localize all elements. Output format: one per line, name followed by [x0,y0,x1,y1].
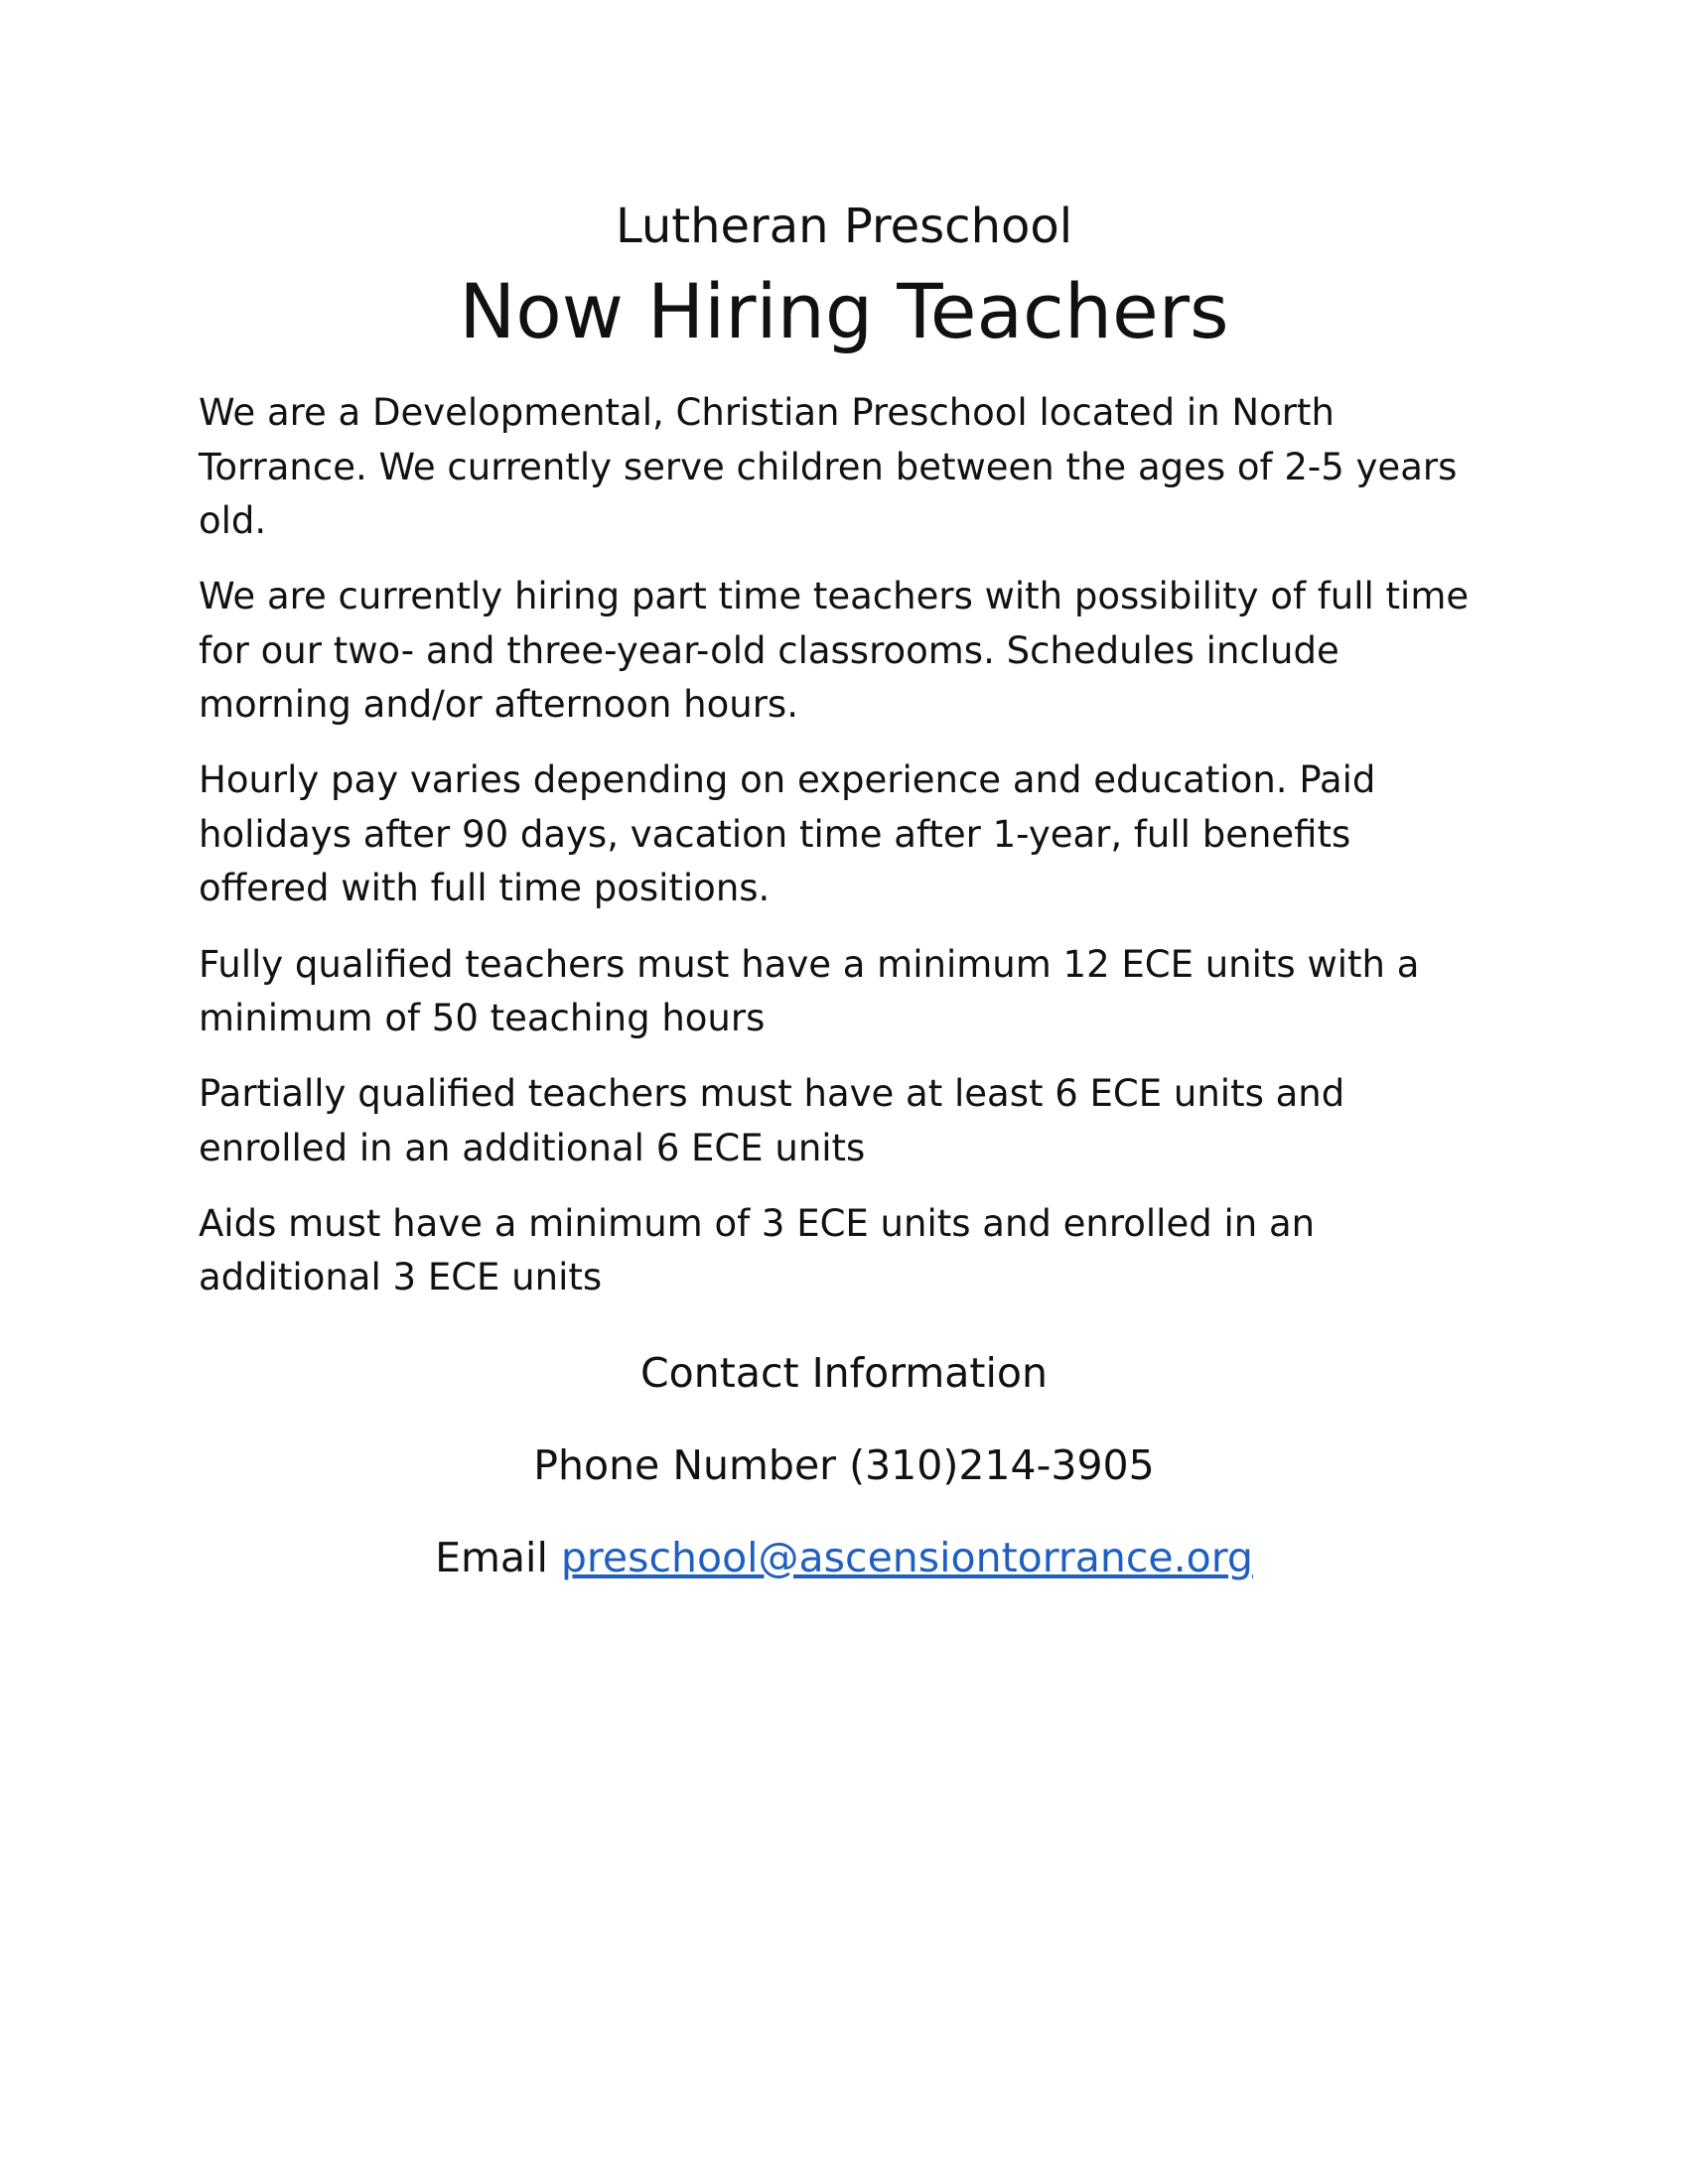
email-label: Email [435,1534,548,1582]
paragraph-aids: Aids must have a minimum of 3 ECE units and enrolled in an additional 3 ECE units [199,1202,1316,1299]
email-line [199,1532,1489,1584]
phone-line [199,1439,1489,1492]
email-link[interactable]: preschool@ascensiontorrance.org [560,1534,1253,1582]
paragraph-fully-qualified: Fully qualified teachers must have a minimum 12 ECE units with a minimum of 50 teaching hours [199,942,1420,1039]
headline: Now Hiring Teachers [459,267,1229,355]
contact-heading: Contact Information [640,1348,1048,1397]
phone-number: (310)214-3905 [849,1441,1155,1490]
phone-label: Phone Number [533,1441,837,1490]
paragraph-hiring: We are currently hiring part time teachers with possibility of full time for our two- and three-year-old classrooms. Schedules include morning and/or afternoon hours. [199,575,1470,727]
paragraph-partially-qualified: Partially qualified teachers must have at least 6 ECE units and enrolled in an additional 6 ECE units [199,1072,1345,1169]
paragraph-pay: Hourly pay varies depending on experience and education. Paid holidays after 90 days, vacation time after 1-year, full benefits offered with full time positions. [199,758,1376,910]
paragraph-about: We are a Developmental, Christian Preschool located in North Torrance. We currently serve children between the ages of 2-5 years old. [199,391,1458,542]
contact-section [199,1347,1489,1585]
school-name: Lutheran Preschool [615,199,1073,254]
